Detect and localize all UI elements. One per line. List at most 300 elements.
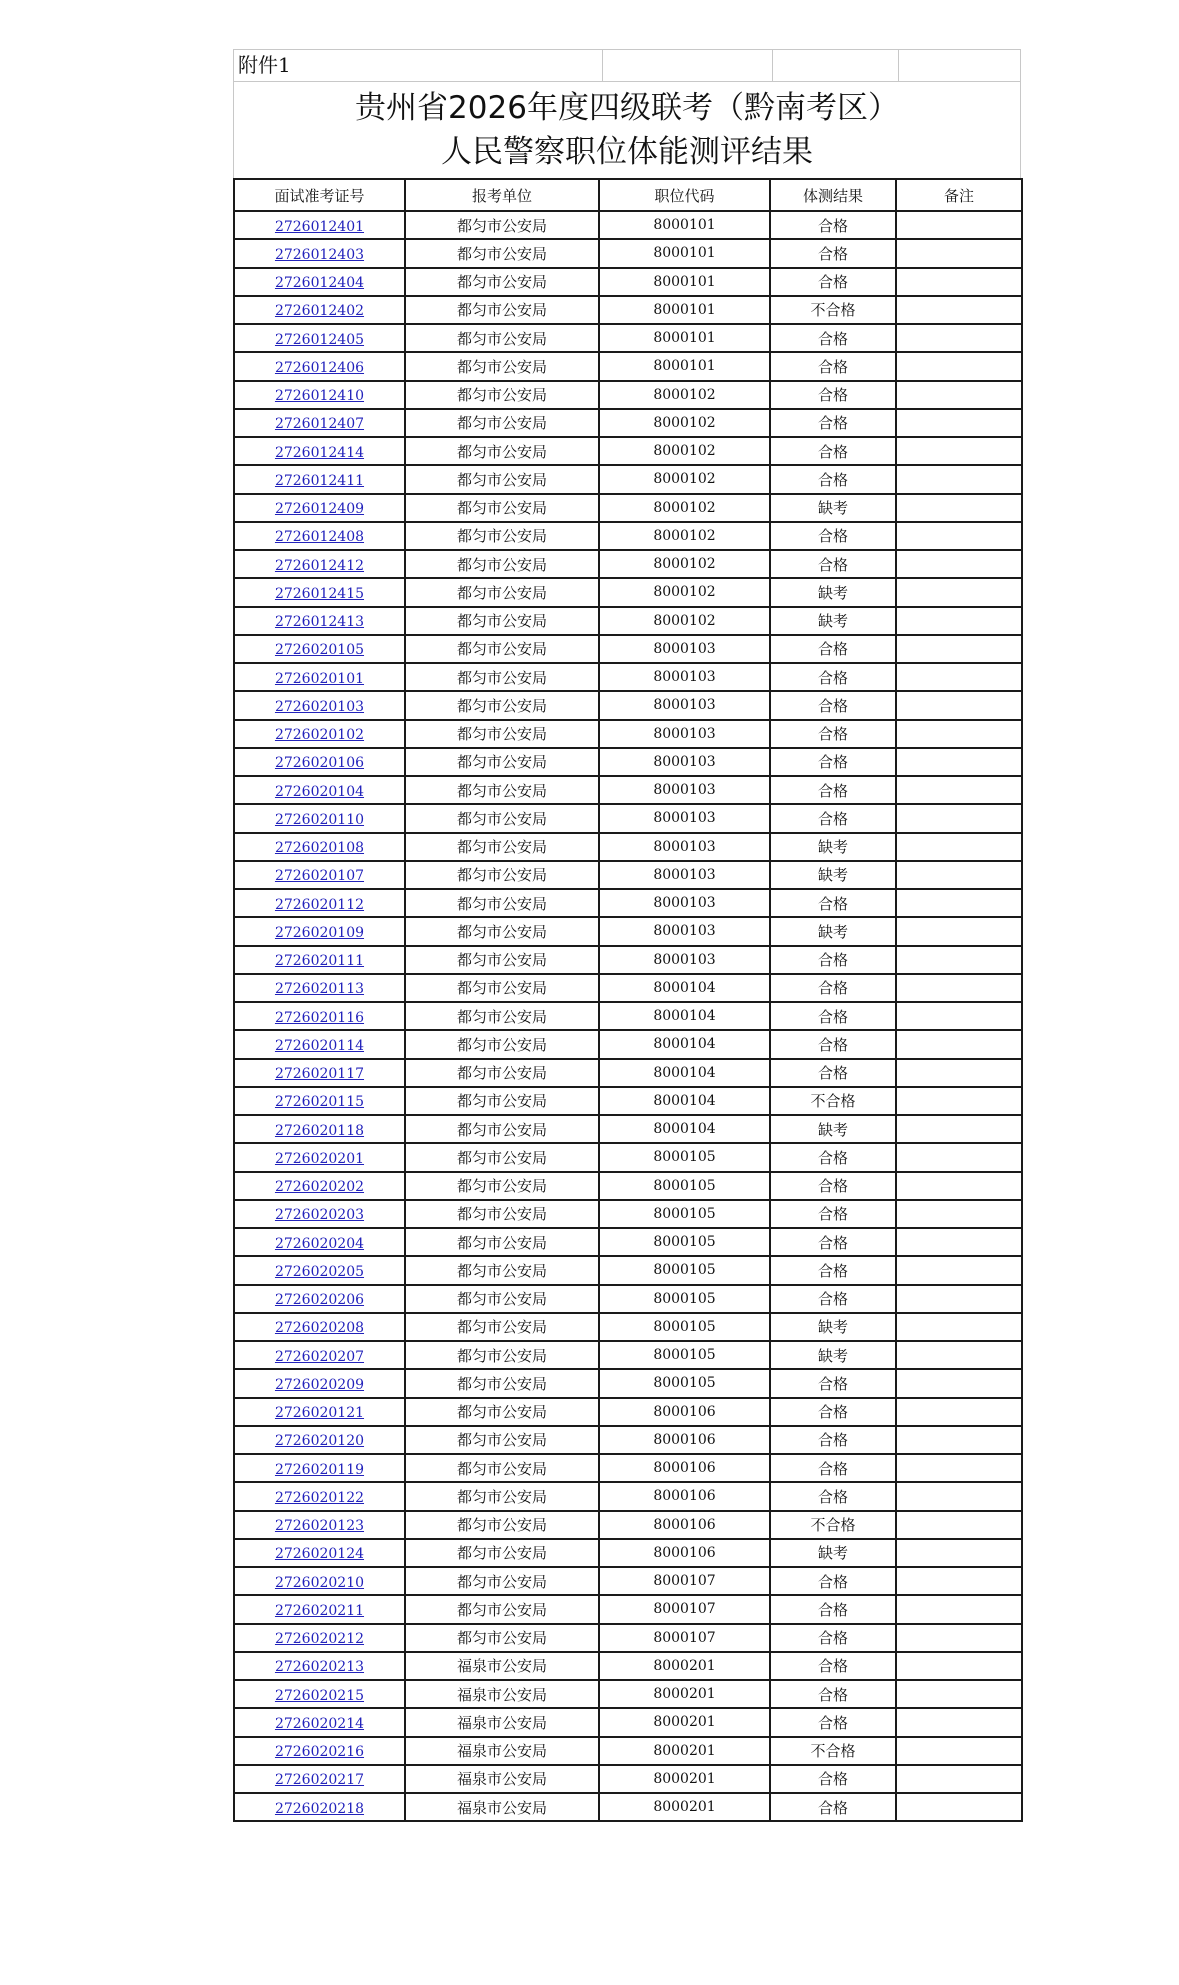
exam-id-link[interactable]: 2726020119 [274, 1461, 365, 1478]
unit-cell: 都匀市公安局 [405, 268, 599, 296]
remarks-cell [896, 1228, 1022, 1256]
remarks-cell [896, 211, 1022, 239]
attachment-label: 附件1 [234, 50, 603, 82]
table-row [234, 268, 1022, 296]
exam-id-link[interactable]: 2726020121 [274, 1405, 365, 1422]
table-row [234, 409, 1022, 437]
exam-id-cell [234, 1737, 405, 1765]
exam-id-cell [234, 691, 405, 719]
exam-id-cell [234, 720, 405, 748]
unit-cell: 都匀市公安局 [405, 211, 599, 239]
table-row [234, 720, 1022, 748]
unit-cell: 都匀市公安局 [405, 1567, 599, 1595]
position-code-cell: 8000103 [599, 635, 770, 663]
table-row [234, 1313, 1022, 1341]
table-row [234, 1087, 1022, 1115]
exam-id-link[interactable]: 2726020105 [274, 642, 365, 659]
exam-id-link[interactable]: 2726020117 [274, 1066, 365, 1083]
table-row [234, 946, 1022, 974]
unit-cell: 都匀市公安局 [405, 437, 599, 465]
table-row [234, 607, 1022, 635]
unit-cell: 都匀市公安局 [405, 804, 599, 832]
position-code-cell: 8000201 [599, 1680, 770, 1708]
remarks-cell [896, 917, 1022, 945]
exam-id-cell [234, 211, 405, 239]
unit-cell: 都匀市公安局 [405, 946, 599, 974]
exam-id-link[interactable]: 2726020109 [274, 924, 365, 941]
exam-id-cell [234, 1285, 405, 1313]
exam-id-cell [234, 1793, 405, 1821]
exam-id-cell [234, 296, 405, 324]
exam-id-cell [234, 1030, 405, 1058]
result-cell: 合格 [770, 409, 896, 437]
position-code-cell: 8000103 [599, 776, 770, 804]
exam-id-link[interactable]: 2726020118 [274, 1122, 365, 1139]
exam-id-link[interactable]: 2726020113 [274, 981, 365, 998]
remarks-cell [896, 1115, 1022, 1143]
unit-cell: 都匀市公安局 [405, 1539, 599, 1567]
exam-id-cell [234, 1595, 405, 1623]
table-row [234, 748, 1022, 776]
position-code-cell: 8000106 [599, 1511, 770, 1539]
table-row [234, 1172, 1022, 1200]
remarks-cell [896, 1172, 1022, 1200]
result-cell: 合格 [770, 804, 896, 832]
unit-cell: 都匀市公安局 [405, 1454, 599, 1482]
position-code-cell: 8000105 [599, 1143, 770, 1171]
unit-cell: 都匀市公安局 [405, 324, 599, 352]
result-cell: 合格 [770, 1567, 896, 1595]
position-code-cell: 8000103 [599, 917, 770, 945]
table-row [234, 1115, 1022, 1143]
remarks-cell [896, 946, 1022, 974]
exam-id-link[interactable]: 2726020203 [274, 1207, 365, 1224]
remarks-cell [896, 296, 1022, 324]
table-row [234, 861, 1022, 889]
remarks-cell [896, 776, 1022, 804]
position-code-cell: 8000103 [599, 833, 770, 861]
position-code-cell: 8000105 [599, 1228, 770, 1256]
remarks-cell [896, 1426, 1022, 1454]
table-row [234, 1143, 1022, 1171]
empty-cell [603, 50, 774, 82]
remarks-cell [896, 1454, 1022, 1482]
exam-id-link[interactable]: 2726020215 [274, 1687, 365, 1704]
exam-id-link[interactable]: 2726012405 [274, 331, 365, 348]
remarks-cell [896, 1539, 1022, 1567]
exam-id-cell [234, 1002, 405, 1030]
exam-id-link[interactable]: 2726012408 [274, 529, 365, 546]
exam-id-cell [234, 1426, 405, 1454]
remarks-cell [896, 720, 1022, 748]
table-row [234, 522, 1022, 550]
result-cell: 合格 [770, 550, 896, 578]
position-code-cell: 8000102 [599, 381, 770, 409]
exam-id-link[interactable]: 2726020116 [274, 1009, 365, 1026]
table-row [234, 352, 1022, 380]
exam-id-cell [234, 1482, 405, 1510]
position-code-cell: 8000102 [599, 522, 770, 550]
remarks-cell [896, 635, 1022, 663]
position-code-cell: 8000103 [599, 804, 770, 832]
exam-id-cell [234, 974, 405, 1002]
exam-id-cell [234, 1228, 405, 1256]
exam-id-link[interactable]: 2726020216 [274, 1744, 365, 1761]
table-row [234, 974, 1022, 1002]
table-body [234, 211, 1022, 1821]
position-code-cell: 8000105 [599, 1200, 770, 1228]
exam-id-cell [234, 437, 405, 465]
result-cell: 合格 [770, 1059, 896, 1087]
unit-cell: 都匀市公安局 [405, 1115, 599, 1143]
unit-cell: 都匀市公安局 [405, 861, 599, 889]
results-sheet [233, 49, 1021, 1822]
exam-id-link[interactable]: 2726020103 [274, 698, 365, 715]
result-cell: 合格 [770, 1595, 896, 1623]
table-row [234, 663, 1022, 691]
unit-cell: 都匀市公安局 [405, 1624, 599, 1652]
unit-cell: 都匀市公安局 [405, 1398, 599, 1426]
table-row [234, 1341, 1022, 1369]
table-row [234, 1285, 1022, 1313]
header-remarks: 备注 [896, 179, 1022, 211]
exam-id-link[interactable]: 2726020212 [274, 1631, 365, 1648]
table-row [234, 889, 1022, 917]
table-row [234, 1567, 1022, 1595]
result-cell: 合格 [770, 1624, 896, 1652]
exam-id-cell [234, 776, 405, 804]
position-code-cell: 8000102 [599, 409, 770, 437]
unit-cell: 都匀市公安局 [405, 1059, 599, 1087]
result-cell: 合格 [770, 1482, 896, 1510]
result-cell: 合格 [770, 1454, 896, 1482]
unit-cell: 福泉市公安局 [405, 1652, 599, 1680]
position-code-cell: 8000201 [599, 1765, 770, 1793]
exam-id-link[interactable]: 2726020205 [274, 1263, 365, 1280]
remarks-cell [896, 1285, 1022, 1313]
result-cell: 合格 [770, 1256, 896, 1284]
table-row [234, 833, 1022, 861]
unit-cell: 都匀市公安局 [405, 1143, 599, 1171]
remarks-cell [896, 1567, 1022, 1595]
exam-id-cell [234, 663, 405, 691]
result-cell: 合格 [770, 239, 896, 267]
table-row [234, 1793, 1022, 1821]
table-row [234, 1030, 1022, 1058]
table-row [234, 1454, 1022, 1482]
unit-cell: 都匀市公安局 [405, 550, 599, 578]
exam-id-link[interactable]: 2726020218 [274, 1800, 365, 1817]
exam-id-link[interactable]: 2726020114 [274, 1037, 365, 1054]
exam-id-link[interactable]: 2726012414 [274, 444, 365, 461]
exam-id-link[interactable]: 2726012404 [274, 275, 365, 292]
position-code-cell: 8000201 [599, 1793, 770, 1821]
remarks-cell [896, 268, 1022, 296]
exam-id-link[interactable]: 2726020111 [274, 953, 365, 970]
remarks-cell [896, 691, 1022, 719]
unit-cell: 都匀市公安局 [405, 1200, 599, 1228]
table-row [234, 1256, 1022, 1284]
result-cell: 不合格 [770, 1511, 896, 1539]
position-code-cell: 8000101 [599, 296, 770, 324]
remarks-cell [896, 1624, 1022, 1652]
position-code-cell: 8000201 [599, 1737, 770, 1765]
result-cell: 合格 [770, 946, 896, 974]
exam-id-link[interactable]: 2726012403 [274, 246, 365, 263]
result-cell: 合格 [770, 1228, 896, 1256]
exam-id-link[interactable]: 2726020202 [274, 1179, 365, 1196]
title-line-2: 人民警察职位体能测评结果 [441, 134, 813, 170]
unit-cell: 都匀市公安局 [405, 381, 599, 409]
result-cell: 缺考 [770, 833, 896, 861]
result-cell: 缺考 [770, 494, 896, 522]
exam-id-link[interactable]: 2726020208 [274, 1320, 365, 1337]
unit-cell: 都匀市公安局 [405, 1256, 599, 1284]
table-header-row [234, 179, 1022, 211]
remarks-cell [896, 748, 1022, 776]
exam-id-link[interactable]: 2726020120 [274, 1433, 365, 1450]
exam-id-link[interactable]: 2726020206 [274, 1292, 365, 1309]
result-cell: 合格 [770, 1143, 896, 1171]
unit-cell: 都匀市公安局 [405, 239, 599, 267]
table-row [234, 1539, 1022, 1567]
remarks-cell [896, 494, 1022, 522]
unit-cell: 福泉市公安局 [405, 1793, 599, 1821]
exam-id-link[interactable]: 2726012411 [274, 472, 365, 489]
document-title [233, 82, 1021, 178]
result-cell: 合格 [770, 465, 896, 493]
exam-id-cell [234, 1087, 405, 1115]
unit-cell: 都匀市公安局 [405, 494, 599, 522]
unit-cell: 都匀市公安局 [405, 974, 599, 1002]
unit-cell: 都匀市公安局 [405, 1595, 599, 1623]
exam-id-cell [234, 465, 405, 493]
table-row [234, 1624, 1022, 1652]
position-code-cell: 8000102 [599, 550, 770, 578]
position-code-cell: 8000102 [599, 607, 770, 635]
position-code-cell: 8000101 [599, 239, 770, 267]
result-cell: 合格 [770, 437, 896, 465]
table-row [234, 1511, 1022, 1539]
result-cell: 合格 [770, 211, 896, 239]
remarks-cell [896, 409, 1022, 437]
exam-id-cell [234, 1624, 405, 1652]
table-row [234, 776, 1022, 804]
exam-id-link[interactable]: 2726020102 [274, 727, 365, 744]
empty-cell [899, 50, 1021, 82]
exam-id-cell [234, 324, 405, 352]
result-cell: 合格 [770, 1426, 896, 1454]
exam-id-link[interactable]: 2726020115 [274, 1094, 365, 1111]
remarks-cell [896, 889, 1022, 917]
table-row [234, 917, 1022, 945]
result-cell: 缺考 [770, 1115, 896, 1143]
position-code-cell: 8000104 [599, 1059, 770, 1087]
result-cell: 不合格 [770, 296, 896, 324]
position-code-cell: 8000107 [599, 1624, 770, 1652]
exam-id-link[interactable]: 2726020108 [274, 840, 365, 857]
title-line-1: 贵州省2026年度四级联考（黔南考区） [355, 90, 899, 126]
remarks-cell [896, 1087, 1022, 1115]
remarks-cell [896, 1341, 1022, 1369]
exam-id-link[interactable]: 2726012412 [274, 557, 365, 574]
position-code-cell: 8000103 [599, 720, 770, 748]
unit-cell: 都匀市公安局 [405, 352, 599, 380]
table-row [234, 324, 1022, 352]
remarks-cell [896, 1059, 1022, 1087]
result-cell: 合格 [770, 352, 896, 380]
table-row [234, 1680, 1022, 1708]
exam-id-link[interactable]: 2726012406 [274, 359, 365, 376]
position-code-cell: 8000105 [599, 1256, 770, 1284]
exam-id-link[interactable]: 2726012401 [274, 218, 365, 235]
remarks-cell [896, 833, 1022, 861]
exam-id-cell [234, 1059, 405, 1087]
result-cell: 缺考 [770, 1341, 896, 1369]
position-code-cell: 8000107 [599, 1567, 770, 1595]
exam-id-link[interactable]: 2726020207 [274, 1348, 365, 1365]
table-row [234, 1398, 1022, 1426]
unit-cell: 福泉市公安局 [405, 1680, 599, 1708]
result-cell: 缺考 [770, 1313, 896, 1341]
exam-id-cell [234, 1765, 405, 1793]
unit-cell: 都匀市公安局 [405, 1482, 599, 1510]
remarks-cell [896, 1765, 1022, 1793]
unit-cell: 都匀市公安局 [405, 1030, 599, 1058]
exam-id-link[interactable]: 2726020122 [274, 1489, 365, 1506]
remarks-cell [896, 1030, 1022, 1058]
exam-id-cell [234, 1369, 405, 1397]
result-cell: 合格 [770, 720, 896, 748]
position-code-cell: 8000102 [599, 465, 770, 493]
position-code-cell: 8000101 [599, 352, 770, 380]
exam-id-cell [234, 352, 405, 380]
remarks-cell [896, 324, 1022, 352]
table-row [234, 1002, 1022, 1030]
unit-cell: 都匀市公安局 [405, 720, 599, 748]
exam-id-cell [234, 1172, 405, 1200]
remarks-cell [896, 437, 1022, 465]
header-result: 体测结果 [770, 179, 896, 211]
remarks-cell [896, 1595, 1022, 1623]
exam-id-cell [234, 1313, 405, 1341]
result-cell: 合格 [770, 324, 896, 352]
unit-cell: 福泉市公安局 [405, 1708, 599, 1736]
table-row [234, 381, 1022, 409]
exam-id-link[interactable]: 2726020210 [274, 1574, 365, 1591]
table-row [234, 1200, 1022, 1228]
exam-id-link[interactable]: 2726020112 [274, 896, 365, 913]
exam-id-cell [234, 833, 405, 861]
exam-id-link[interactable]: 2726020123 [274, 1518, 365, 1535]
result-cell: 合格 [770, 691, 896, 719]
result-cell: 合格 [770, 1002, 896, 1030]
result-cell: 合格 [770, 635, 896, 663]
exam-id-link[interactable]: 2726020104 [274, 783, 365, 800]
table-row [234, 211, 1022, 239]
result-cell: 合格 [770, 663, 896, 691]
remarks-cell [896, 1143, 1022, 1171]
exam-id-link[interactable]: 2726012413 [274, 614, 365, 631]
remarks-cell [896, 1652, 1022, 1680]
exam-id-cell [234, 1143, 405, 1171]
unit-cell: 都匀市公安局 [405, 1511, 599, 1539]
result-cell: 不合格 [770, 1087, 896, 1115]
remarks-cell [896, 1398, 1022, 1426]
unit-cell: 福泉市公安局 [405, 1737, 599, 1765]
result-cell: 合格 [770, 889, 896, 917]
result-cell: 合格 [770, 776, 896, 804]
unit-cell: 都匀市公安局 [405, 465, 599, 493]
position-code-cell: 8000104 [599, 974, 770, 1002]
remarks-cell [896, 974, 1022, 1002]
exam-id-cell [234, 1708, 405, 1736]
result-cell: 合格 [770, 1200, 896, 1228]
exam-id-link[interactable]: 2726020106 [274, 755, 365, 772]
remarks-cell [896, 1369, 1022, 1397]
header-unit: 报考单位 [405, 179, 599, 211]
remarks-cell [896, 1256, 1022, 1284]
empty-cell [773, 50, 899, 82]
exam-id-cell [234, 239, 405, 267]
position-code-cell: 8000101 [599, 268, 770, 296]
exam-id-cell [234, 268, 405, 296]
exam-id-link[interactable]: 2726020211 [274, 1602, 365, 1619]
unit-cell: 都匀市公安局 [405, 1285, 599, 1313]
exam-id-link[interactable]: 2726020110 [274, 811, 365, 828]
exam-id-link[interactable]: 2726012407 [274, 416, 365, 433]
exam-id-link[interactable]: 2726020214 [274, 1715, 365, 1732]
exam-id-link[interactable]: 2726020101 [274, 670, 365, 687]
exam-id-link[interactable]: 2726012415 [274, 585, 365, 602]
exam-id-link[interactable]: 2726012410 [274, 388, 365, 405]
table-row [234, 437, 1022, 465]
exam-id-link[interactable]: 2726012402 [274, 303, 365, 320]
unit-cell: 都匀市公安局 [405, 691, 599, 719]
result-cell: 合格 [770, 748, 896, 776]
position-code-cell: 8000104 [599, 1115, 770, 1143]
result-cell: 合格 [770, 1708, 896, 1736]
position-code-cell: 8000106 [599, 1398, 770, 1426]
remarks-cell [896, 1482, 1022, 1510]
results-table [233, 178, 1023, 1822]
exam-id-link[interactable]: 2726020217 [274, 1772, 365, 1789]
exam-id-link[interactable]: 2726012409 [274, 501, 365, 518]
position-code-cell: 8000102 [599, 578, 770, 606]
exam-id-link[interactable]: 2726020107 [274, 868, 365, 885]
exam-id-link[interactable]: 2726020204 [274, 1235, 365, 1252]
exam-id-link[interactable]: 2726020213 [274, 1659, 365, 1676]
position-code-cell: 8000103 [599, 946, 770, 974]
position-code-cell: 8000103 [599, 861, 770, 889]
exam-id-cell [234, 409, 405, 437]
exam-id-link[interactable]: 2726020201 [274, 1150, 365, 1167]
position-code-cell: 8000105 [599, 1285, 770, 1313]
remarks-cell [896, 804, 1022, 832]
position-code-cell: 8000101 [599, 211, 770, 239]
exam-id-cell [234, 889, 405, 917]
exam-id-cell [234, 1398, 405, 1426]
position-code-cell: 8000105 [599, 1313, 770, 1341]
exam-id-link[interactable]: 2726020209 [274, 1376, 365, 1393]
unit-cell: 都匀市公安局 [405, 607, 599, 635]
position-code-cell: 8000103 [599, 889, 770, 917]
result-cell: 合格 [770, 522, 896, 550]
table-row [234, 1059, 1022, 1087]
exam-id-link[interactable]: 2726020124 [274, 1546, 365, 1563]
remarks-cell [896, 1708, 1022, 1736]
exam-id-cell [234, 1115, 405, 1143]
